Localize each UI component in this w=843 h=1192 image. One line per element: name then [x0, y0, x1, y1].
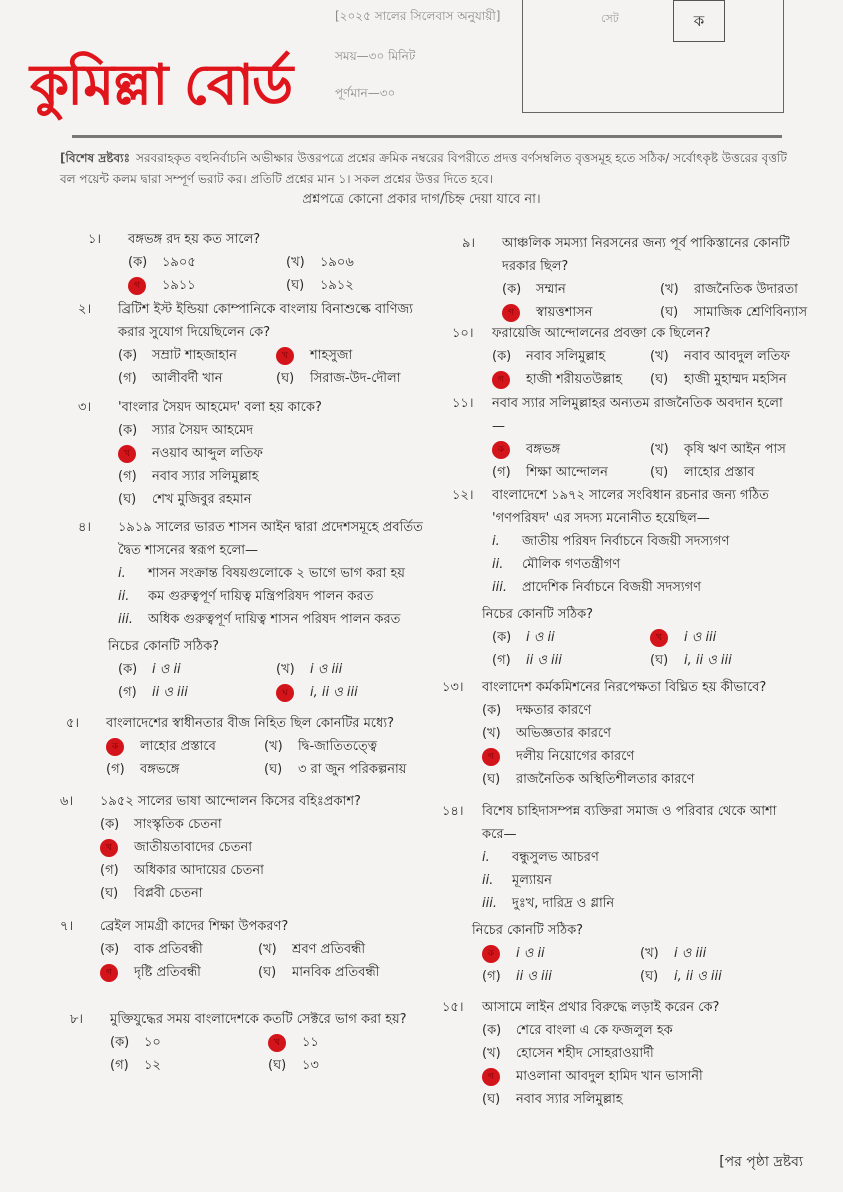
option[interactable]	[128, 251, 286, 274]
option-letter: (গ)	[118, 469, 137, 484]
set-label: সেট	[601, 12, 619, 25]
option-text: লাহোর প্রস্তাবে	[140, 739, 216, 754]
which-correct-prompt: নিচের কোনটি সঠিক?	[482, 607, 594, 622]
options	[128, 251, 418, 297]
option-text: মানবিক প্রতিবন্ধী	[292, 965, 380, 980]
options	[492, 626, 792, 672]
statement-text: প্রাদেশিক নির্বাচনে বিজয়ী সদস্যগণ	[522, 580, 702, 595]
options	[492, 438, 792, 484]
option[interactable]	[118, 658, 276, 681]
option[interactable]	[264, 758, 416, 781]
option[interactable]	[276, 658, 428, 681]
option[interactable]	[118, 344, 276, 367]
option-text: i ও iii	[684, 630, 717, 645]
option[interactable]	[482, 699, 792, 722]
option[interactable]	[100, 938, 258, 961]
question-body	[492, 322, 792, 391]
option-letter: (ঘ)	[258, 965, 277, 980]
question-stem: 'বাংলার সৈয়দ আহমেদ' বলা হয় কাকে?	[118, 400, 322, 415]
instructions-text: সরবরাহকৃত বহুনির্বাচনি অভীক্ষার উত্তরপত্রে প্রশ্নের ক্রমিক নম্বরের বিপরীতে প্রদত্ত বর্ণসম্বলিত বৃত্তসমূহ হতে সঠিক/ সর্বোৎকৃষ্ট উত্তরের বৃত্তটি বল পয়েন্ট কলম দ্বারা সম্পূর্ণ ভরাট কর। প্রতিটি প্রশ্নের মান ১। সকল প্রশ্নের উত্তর দিতে হবে।	[60, 151, 787, 186]
option-letter: (ক)	[118, 348, 138, 363]
option-letter: (গ)	[118, 685, 137, 700]
option-text: মাওলানা আবদুল হামিদ খান ভাসানী	[516, 1069, 703, 1084]
question-stem: বিশেষ চাহিদাসম্পন্ন ব্যক্তিরা সমাজ ও পরিবার থেকে আশা করে—	[482, 804, 777, 842]
option-letter: (ঘ)	[276, 371, 295, 386]
statement-item	[482, 892, 792, 915]
marked-answer-circle: গ	[492, 371, 510, 389]
option-text: বঙ্গভঙ্গ	[526, 442, 561, 457]
statement-numeral: iii.	[492, 580, 507, 595]
question-stem: ব্রিটিশ ইস্ট ইন্ডিয়া কোম্পানিকে বাংলায় বিনাশুল্কে বাণিজ্য করার সুযোগ দিয়েছিলেন কে?	[118, 302, 413, 340]
option-text: i, ii ও iii	[674, 969, 722, 984]
question-number: ১০।	[452, 326, 474, 341]
statement-text: জাতীয় পরিষদ নির্বাচনে বিজয়ী সদস্যগণ	[522, 534, 730, 549]
question-body	[100, 790, 410, 905]
question-body	[108, 516, 428, 704]
question-stem: আঞ্চলিক সমস্যা নিরসনের জন্য পূর্ব পাকিস্তানের কোনটি দরকার ছিল?	[502, 236, 790, 274]
question-number: ১১।	[452, 396, 474, 411]
question-stem: ১৯৫২ সালের ভাষা আন্দোলন কিসের বহিঃপ্রকাশ?	[100, 794, 361, 809]
options	[100, 938, 410, 984]
instructions	[60, 148, 800, 190]
option-letter: (খ)	[660, 282, 679, 297]
option-text: শিক্ষা আন্দোলন	[526, 465, 608, 480]
option[interactable]	[482, 1065, 802, 1088]
question-body	[128, 228, 418, 297]
option-letter: (ক)	[100, 817, 120, 832]
question-body	[106, 712, 416, 781]
question-3	[78, 396, 418, 511]
option-text: i ও ii	[526, 630, 555, 645]
options	[482, 942, 792, 988]
option-letter: (ঘ)	[264, 762, 283, 777]
option[interactable]	[100, 882, 410, 905]
option-text: দক্ষতার কারণে	[516, 703, 592, 718]
option[interactable]	[492, 461, 650, 484]
question-number: ৩।	[78, 400, 92, 415]
option[interactable]	[482, 942, 640, 965]
warning-text: প্রশ্নপত্রে কোনো প্রকার দাগ/চিহ্ন দেয়া যাবে না।	[302, 192, 541, 207]
question-stem: বাংলাদেশের স্বাধীনতার বীজ নিহিত ছিল কোনটির মধ্যে?	[106, 716, 394, 731]
option-letter: (ক)	[100, 942, 120, 957]
option[interactable]	[118, 465, 418, 488]
question-number: ৭।	[60, 919, 74, 934]
question-body	[482, 996, 802, 1111]
marked-answer-circle: গ	[482, 748, 500, 766]
question-6	[60, 790, 410, 905]
option-text: সম্রাট শাহজাহান	[152, 348, 237, 363]
option-text: i ও ii	[516, 946, 545, 961]
question-number: ৮।	[70, 1012, 84, 1027]
option-letter: (খ)	[258, 942, 277, 957]
option-letter: (ক)	[502, 282, 522, 297]
option-text: ১৯০৫	[162, 255, 196, 270]
marked-answer-circle: ঘ	[276, 684, 294, 702]
statement-item	[492, 576, 792, 599]
exam-time: সময়—৩০ মিনিট	[335, 49, 416, 63]
option-letter: (ঘ)	[286, 278, 305, 293]
question-number: ১৪।	[442, 804, 464, 819]
question-body	[482, 484, 792, 672]
option-letter: (ক)	[110, 1035, 130, 1050]
option[interactable]	[650, 345, 792, 368]
option[interactable]	[286, 251, 418, 274]
option[interactable]	[482, 1042, 802, 1065]
option-text: সিরাজ-উদ-দৌলা	[310, 371, 401, 386]
option[interactable]	[482, 768, 792, 791]
option[interactable]	[118, 419, 418, 442]
option-text: লাহোর প্রস্তাব	[684, 465, 755, 480]
option[interactable]	[502, 278, 660, 301]
question-stem: বাংলাদেশ কর্মকমিশনের নিরপেক্ষতা বিঘ্নিত হয় কীভাবে?	[482, 680, 767, 695]
option-text: ১৯০৬	[320, 255, 354, 270]
option[interactable]	[492, 626, 650, 649]
question-stem: ১৯১৯ সালের ভারত শাসন আইন দ্বারা প্রদেশসমূহে প্রবর্তিত দ্বৈত শাসনের স্বরূপ হলো—	[118, 520, 423, 558]
option-text: হাজী মুহাম্মদ মহসিন	[684, 372, 787, 387]
question-12	[452, 484, 792, 672]
set-box	[522, 0, 784, 113]
option[interactable]	[650, 438, 792, 461]
statement-item	[118, 562, 428, 585]
option[interactable]	[100, 836, 410, 859]
question-9	[462, 232, 808, 324]
option-letter: (খ)	[650, 349, 669, 364]
option-text: ৩ রা জুন পরিকল্পনায়	[298, 762, 407, 777]
marked-answer-circle: ক	[482, 945, 500, 963]
options	[118, 419, 418, 511]
question-stem: ব্রেইল সামগ্রী কাদের শিক্ষা উপকরণ?	[100, 919, 289, 934]
option-letter: (খ)	[264, 739, 283, 754]
option-letter: (গ)	[482, 969, 501, 984]
statement-item	[118, 585, 428, 608]
option-letter: (খ)	[276, 662, 295, 677]
options	[482, 1019, 802, 1111]
option-letter: (গ)	[110, 1058, 129, 1073]
option-letter: (ঘ)	[650, 653, 669, 668]
option-text: সম্মান	[536, 282, 566, 297]
option-letter: (গ)	[100, 863, 119, 878]
question-13	[442, 676, 792, 791]
option-letter: (ক)	[482, 1023, 502, 1038]
option[interactable]	[650, 626, 792, 649]
option-text: সামাজিক শ্রেণিবিন্যাস	[694, 305, 808, 320]
option[interactable]	[258, 961, 410, 984]
option-letter: (ঘ)	[482, 1092, 501, 1107]
option-text: ১০	[144, 1035, 161, 1050]
options	[110, 1031, 410, 1077]
statement-text: অধিক গুরুত্বপূর্ণ দায়িত্ব শাসন পরিষদ পালন করত	[148, 612, 401, 627]
option-text: স্যার সৈয়দ আহমেদ	[152, 423, 254, 438]
option-text: জাতীয়তাবাদের চেতনা	[134, 840, 252, 855]
statement-numeral: i.	[492, 534, 500, 549]
options	[118, 344, 418, 390]
question-body	[472, 800, 792, 988]
option[interactable]	[660, 301, 807, 324]
option-letter: (খ)	[640, 946, 659, 961]
options	[118, 658, 428, 704]
option-text: সাংস্কৃতিক চেতনা	[134, 817, 222, 832]
option-text: দৃষ্টি প্রতিবন্ধী	[134, 965, 201, 980]
option[interactable]	[128, 274, 286, 297]
marked-answer-circle: খ	[650, 629, 668, 647]
statement-numeral: ii.	[118, 589, 130, 604]
option-letter: (গ)	[492, 653, 511, 668]
option[interactable]	[100, 859, 410, 882]
option-text: হাজী শরীয়তউল্লাহ	[526, 372, 623, 387]
option-text: হোসেন শহীদ সোহরাওয়ার্দী	[516, 1046, 654, 1061]
which-correct-prompt: নিচের কোনটি সঠিক?	[472, 923, 584, 938]
question-number: ১২।	[452, 488, 474, 503]
option[interactable]	[492, 345, 650, 368]
board-title: কুমিল্লা বোর্ড	[30, 53, 292, 118]
option[interactable]	[100, 961, 258, 984]
statement-item	[482, 846, 792, 869]
option-text: ১৯১১	[162, 278, 196, 293]
option-text: ii ও iii	[516, 969, 552, 984]
option[interactable]	[106, 758, 264, 781]
statement-text: বন্ধুসুলভ আচরণ	[512, 850, 599, 865]
marked-answer-circle: গ	[482, 1068, 500, 1086]
syllabus-note: [২০২৫ সালের সিলেবাস অনুযায়ী]	[335, 9, 501, 23]
statement-numeral: ii.	[492, 557, 504, 572]
option[interactable]	[482, 1088, 802, 1111]
set-value: ক	[673, 0, 725, 42]
question-number: ৫।	[66, 716, 80, 731]
question-number: ১৩।	[442, 680, 464, 695]
option[interactable]	[118, 488, 418, 511]
option-text: i, ii ও iii	[684, 653, 732, 668]
question-number: ২।	[78, 302, 92, 317]
option-letter: (ক)	[128, 255, 148, 270]
option-text: নবাব স্যার সলিমুল্লাহ	[152, 469, 259, 484]
option-letter: (ঘ)	[640, 969, 659, 984]
option[interactable]	[118, 442, 418, 465]
option[interactable]	[492, 438, 650, 461]
option-text: বঙ্গভঙ্গে	[140, 762, 180, 777]
question-stem: ফরায়েজি আন্দোলনের প্রবক্তা কে ছিলেন?	[492, 326, 711, 341]
question-stem: বঙ্গভঙ্গ রদ হয় কত সালে?	[128, 232, 261, 247]
option-letter: (ঘ)	[268, 1058, 287, 1073]
option-letter: (গ)	[118, 371, 137, 386]
question-11	[452, 392, 792, 484]
option[interactable]	[276, 344, 418, 367]
question-number: ১৫।	[442, 1000, 464, 1015]
marked-answer-circle: খ	[268, 1034, 286, 1052]
option-text: শেখ মুজিবুর রহমান	[152, 492, 252, 507]
option[interactable]	[276, 681, 428, 704]
question-number: ৯।	[462, 236, 476, 251]
marked-answer-circle: খ	[100, 839, 118, 857]
question-number: ৪।	[78, 520, 92, 535]
option[interactable]	[650, 649, 792, 672]
marked-answer-circle: খ	[276, 347, 294, 365]
question-number: ১।	[88, 232, 102, 247]
question-body	[118, 396, 418, 511]
question-5	[66, 712, 416, 781]
option[interactable]	[106, 735, 264, 758]
options	[482, 699, 792, 791]
statement-text: মূল্যায়ন	[512, 873, 552, 888]
option[interactable]	[118, 681, 276, 704]
statement-text: কম গুরুত্বপূর্ণ দায়িত্ব মন্ত্রিপরিষদ পালন করত	[148, 589, 374, 604]
option[interactable]	[258, 938, 410, 961]
statement-text: দুঃখ, দারিদ্র ও গ্লানি	[512, 896, 615, 911]
question-body	[482, 676, 792, 791]
option-text: অভিজ্ঞতার কারণে	[516, 726, 612, 741]
question-body	[110, 1008, 410, 1077]
option[interactable]	[640, 965, 792, 988]
statement-numeral: ii.	[482, 873, 494, 888]
option-letter: (ক)	[118, 662, 138, 677]
question-10	[452, 322, 792, 391]
marked-answer-circle: গ	[502, 304, 520, 322]
divider	[72, 135, 782, 138]
marked-answer-circle: ক	[106, 738, 124, 756]
option[interactable]	[650, 461, 792, 484]
option-text: কৃষি ঋণ আইন পাস	[684, 442, 786, 457]
option[interactable]	[492, 368, 650, 391]
statement-item	[492, 553, 792, 576]
question-7	[60, 915, 410, 984]
option[interactable]	[268, 1031, 410, 1054]
question-stem: মুক্তিযুদ্ধের সময় বাংলাদেশকে কতটি সেক্টরে ভাগ করা হয়?	[110, 1012, 407, 1027]
option-text: বিপ্লবী চেতনা	[134, 886, 203, 901]
option[interactable]	[482, 1019, 802, 1042]
option-letter: (ক)	[492, 630, 512, 645]
marked-answer-circle: ক	[492, 441, 510, 459]
option[interactable]	[118, 367, 276, 390]
question-4	[78, 516, 428, 704]
option-letter: (খ)	[482, 726, 501, 741]
question-body	[492, 392, 792, 484]
option-text: দলীয় নিয়োগের কারণে	[516, 749, 635, 764]
question-body	[118, 298, 418, 390]
option[interactable]	[482, 745, 792, 768]
option-text: ii ও iii	[152, 685, 188, 700]
option[interactable]	[264, 735, 416, 758]
option-text: ১২	[144, 1058, 161, 1073]
option[interactable]	[276, 367, 418, 390]
option-text: অধিকার আদায়ের চেতনা	[134, 863, 264, 878]
option-text: শেরে বাংলা এ কে ফজলুল হক	[516, 1023, 673, 1038]
option[interactable]	[482, 722, 792, 745]
option-letter: (ক)	[482, 703, 502, 718]
option-text: দ্বি-জাতিতত্ত্বে	[298, 739, 377, 754]
option-text: রাজনৈতিক অস্থিতিশীলতার কারণে	[516, 772, 695, 787]
statement-item	[492, 530, 792, 553]
statement-numeral: iii.	[482, 896, 497, 911]
option-text: i ও iii	[310, 662, 343, 677]
option[interactable]	[640, 942, 792, 965]
statement-item	[482, 869, 792, 892]
question-number: ৬।	[60, 794, 74, 809]
option-text: নবাব সলিমুল্লাহ	[526, 349, 606, 364]
options	[100, 813, 410, 905]
question-15	[442, 996, 802, 1111]
statement-item	[118, 608, 428, 631]
option-letter: (ঘ)	[650, 465, 669, 480]
option[interactable]	[660, 278, 807, 301]
next-page-note: [পর পৃষ্ঠা দ্রষ্টব্য	[719, 1154, 803, 1170]
question-body	[100, 915, 410, 984]
statement-numeral: i.	[118, 566, 126, 581]
option-text: স্বায়ত্তশাসন	[536, 305, 593, 320]
options	[502, 278, 808, 324]
options	[106, 735, 416, 781]
statement-text: শাসন সংক্রান্ত বিষয়গুলোকে ২ ভাগে ভাগ করা হয়	[148, 566, 405, 581]
option[interactable]	[492, 649, 650, 672]
option[interactable]	[100, 813, 410, 836]
option-text: রাজনৈতিক উদারতা	[694, 282, 798, 297]
option-letter: (গ)	[492, 465, 511, 480]
option-letter: (ক)	[492, 349, 512, 364]
option-letter: (খ)	[286, 255, 305, 270]
option-text: ১৯১২	[320, 278, 354, 293]
option-text: নওয়াব আব্দুল লতিফ	[152, 446, 263, 461]
marked-answer-circle: খ	[118, 445, 136, 463]
option-letter: (ক)	[118, 423, 138, 438]
option[interactable]	[268, 1054, 410, 1077]
question-14	[442, 800, 792, 988]
option[interactable]	[286, 274, 418, 297]
full-marks: পূর্ণমান—৩০	[335, 86, 396, 100]
option-text: i ও iii	[674, 946, 707, 961]
statement-numeral: i.	[482, 850, 490, 865]
option-text: আলীবর্দী খান	[152, 371, 223, 386]
option[interactable]	[482, 965, 640, 988]
question-stem: নবাব স্যার সলিমুল্লাহর অন্যতম রাজনৈতিক অবদান হলো—	[492, 396, 783, 434]
instructions-label: [বিশেষ দ্রষ্টব্যঃ	[60, 151, 131, 165]
option-text: ১৩	[302, 1058, 319, 1073]
question-1	[88, 228, 418, 297]
marked-answer-circle: গ	[100, 964, 118, 982]
question-stem: বাংলাদেশে ১৯৭২ সালের সংবিধান রচনার জন্য গঠিত 'গণপরিষদ' এর সদস্য মনোনীত হয়েছিল—	[492, 488, 769, 526]
statement-numeral: iii.	[118, 612, 133, 627]
question-8	[70, 1008, 410, 1077]
options	[492, 345, 792, 391]
option-letter: (ঘ)	[118, 492, 137, 507]
option-letter: (ঘ)	[482, 772, 501, 787]
marked-answer-circle: গ	[128, 277, 146, 295]
option-text: নবাব স্যার সলিমুল্লাহ	[516, 1092, 623, 1107]
option-text: ii ও iii	[526, 653, 562, 668]
question-body	[502, 232, 808, 324]
question-stem: আসামে লাইন প্রথার বিরুদ্ধে লড়াই করেন কে?	[482, 1000, 720, 1015]
statement-text: মৌলিক গণতন্ত্রীগণ	[522, 557, 621, 572]
option-letter: (খ)	[650, 442, 669, 457]
option-letter: (ঘ)	[650, 372, 669, 387]
option-letter: (ঘ)	[660, 305, 679, 320]
option-letter: (ঘ)	[100, 886, 119, 901]
option-text: i, ii ও iii	[310, 685, 358, 700]
option-letter: (গ)	[106, 762, 125, 777]
question-2	[78, 298, 418, 390]
which-correct-prompt: নিচের কোনটি সঠিক?	[108, 639, 220, 654]
option[interactable]	[110, 1054, 268, 1077]
option-letter: (খ)	[482, 1046, 501, 1061]
option-text: বাক প্রতিবন্ধী	[134, 942, 203, 957]
option-text: ১১	[302, 1035, 319, 1050]
option[interactable]	[110, 1031, 268, 1054]
option-text: নবাব আবদুল লতিফ	[684, 349, 790, 364]
option-text: i ও ii	[152, 662, 181, 677]
option[interactable]	[650, 368, 792, 391]
option-text: শাহসুজা	[310, 348, 353, 363]
option-text: শ্রবণ প্রতিবন্ধী	[292, 942, 366, 957]
option[interactable]	[502, 301, 660, 324]
